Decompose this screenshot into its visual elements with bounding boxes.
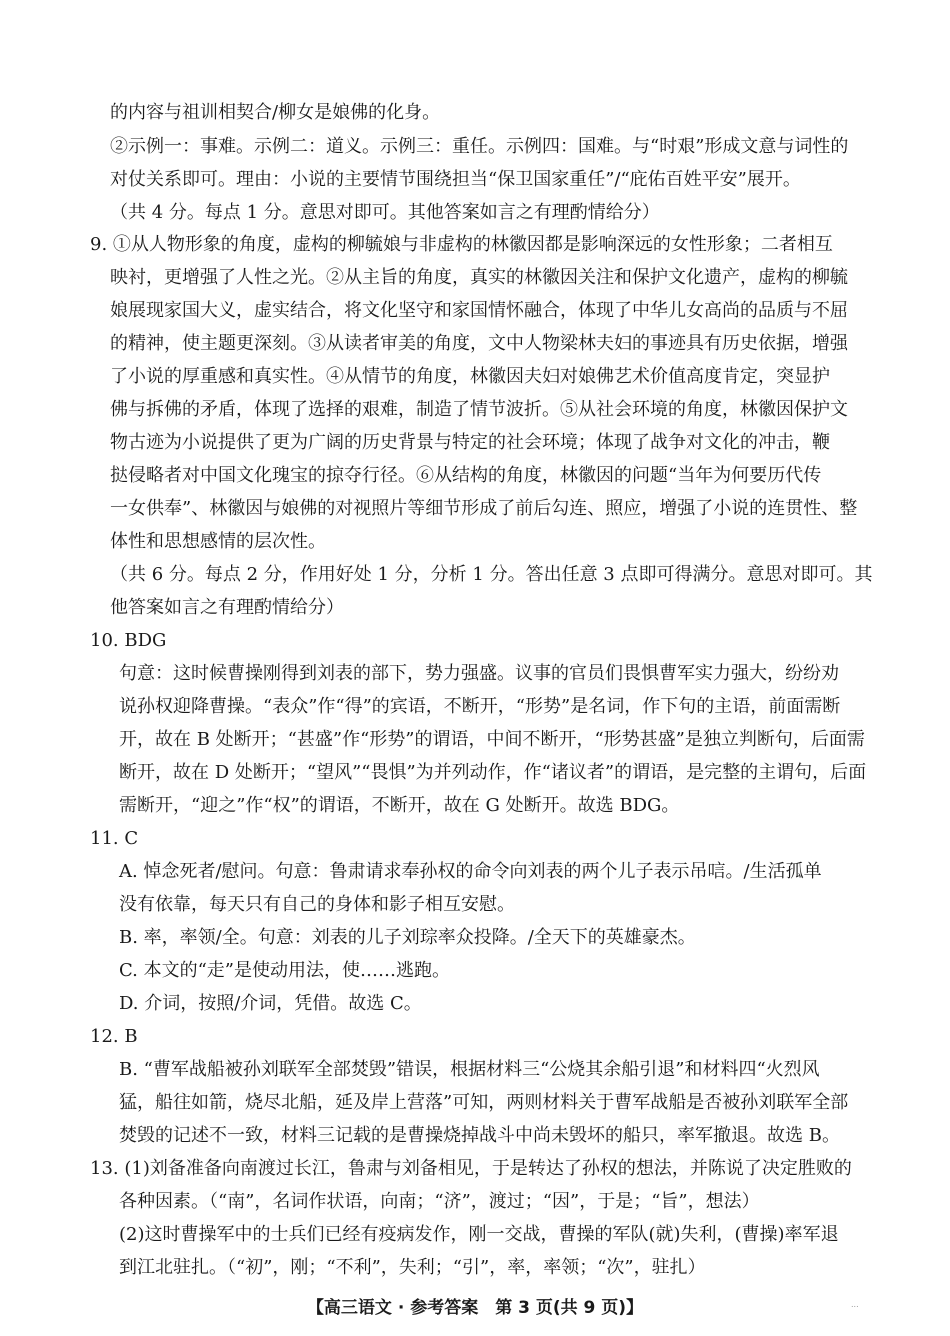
answer-line: 对仗关系即可。理由：小说的主要情节围绕担当“保卫国家重任”/“庇佑百姓平安”展开。 [110,169,801,190]
question-9-line: 一女供奉”、林徽因与娘佛的对视照片等细节形成了前后勾连、照应，增强了小说的连贯性、整 [110,498,858,519]
question-13-line: 到江北驻扎。（“初”，刚；“不利”，失利；“引”，率，率领；“次”，驻扎） [119,1257,706,1278]
answer-line: ②示例一：事难。示例二：道义。示例三：重任。示例四：国难。与“时艰”形成文意与词性的 [110,136,849,157]
question-13-line: (2)这时曹操军中的士兵们已经有疫病发作，刚一交战，曹操的军队(就)失利，(曹操)率军退 [119,1224,839,1245]
question-9-line: 9. ①从人物形象的角度，虚构的柳毓娘与非虚构的林徽因都是影响深远的女性形象；二者相互 [90,234,833,255]
question-9-line: 映衬，更增强了人性之光。②从主旨的角度，真实的林徽因关注和保护文化遗产，虚构的柳毓 [110,267,848,288]
question-12-line: 猛，船往如箭，烧尽北船，延及岸上营落”可知，两则材料关于曹军战船是否被孙刘联军全部 [119,1092,849,1113]
page-footer: 【高三语文 · 参考答案 第 3 页(共 9 页)】 [306,1298,644,1318]
score-note: （共 4 分。每点 1 分。意思对即可。其他答案如言之有理酌情给分） [110,202,660,223]
question-9-line: 娘展现家国大义，虚实结合，将文化坚守和家国情怀融合，体现了中华儿女高尚的品质与不屈 [110,300,848,321]
question-10-line: 句意：这时候曹操刚得到刘表的部下，势力强盛。议事的官员们畏惧曹军实力强大，纷纷劝 [119,663,839,684]
question-10-line: 说孙权迎降曹操。“表众”作“得”的宾语，不断开，“形势”是名词，作下句的主语，前面需断 [119,696,841,717]
question-12-line: B. “曹军战船被孙刘联军全部焚毁”错误，根据材料三“公烧其余船引退”和材料四“火烈风 [119,1059,820,1080]
score-note: 他答案如言之有理酌情给分） [110,597,344,618]
corner-mark: ... [851,1300,859,1309]
question-9-line: 了小说的厚重感和真实性。④从情节的角度，林徽因夫妇对娘佛艺术价值高度肯定，突显护 [110,366,830,387]
question-11-line: B. 率，率领/全。句意：刘表的儿子刘琮率众投降。/全天下的英雄豪杰。 [119,927,696,948]
score-note: （共 6 分。每点 2 分，作用好处 1 分，分析 1 分。答出任意 3 点即可得满分。意思对即可。其 [110,564,873,585]
question-11-answer: 11. C [90,828,139,849]
question-10-line: 断开，故在 D 处断开；“望风”“畏惧”为并列动作，作“诸议者”的谓语，是完整的主谓句，后面 [119,762,867,783]
question-13-line: 13. (1)刘备准备向南渡过长江，鲁肃与刘备相见，于是转达了孙权的想法，并陈说了决定胜败的 [90,1158,852,1179]
question-10-line: 开，故在 B 处断开；“甚盛”作“形势”的谓语，中间不断开，“形势甚盛”是独立判断句，后面需 [119,729,865,750]
question-11-line: 没有依靠，每天只有自己的身体和影子相互安慰。 [119,894,515,915]
question-9-line: 的精神，使主题更深刻。③从读者审美的角度，文中人物梁林夫妇的事迹具有历史依据，增强 [110,333,848,354]
question-9-line: 佛与拆佛的矛盾，体现了选择的艰难，制造了情节波折。⑤从社会环境的角度，林徽因保护文 [110,399,848,420]
question-11-line: C. 本文的“走”是使动用法，使……逃跑。 [119,960,450,981]
question-9-line: 体性和思想感情的层次性。 [110,531,326,552]
question-9-line: 物古迹为小说提供了更为广阔的历史背景与特定的社会环境；体现了战争对文化的冲击，鞭 [110,432,830,453]
answer-line: 的内容与祖训相契合/柳女是娘佛的化身。 [110,102,441,123]
question-11-line: A. 悼念死者/慰问。句意：鲁肃请求奉孙权的命令向刘表的两个儿子表示吊唁。/生活孤单 [119,861,822,882]
question-9-line: 挞侵略者对中国文化瑰宝的掠夺行径。⑥从结构的角度，林徽因的问题“当年为何要历代传 [110,465,822,486]
question-10-answer: 10. BDG [90,630,167,651]
question-10-line: 需断开，“迎之”作“权”的谓语，不断开，故在 G 处断开。故选 BDG。 [119,795,680,816]
question-13-line: 各种因素。（“南”，名词作状语，向南；“济”，渡过；“因”，于是；“旨”，想法） [119,1191,760,1212]
question-12-answer: 12. B [90,1026,138,1047]
question-12-line: 焚毁的记述不一致，材料三记载的是曹操烧掉战斗中尚未毁坏的船只，率军撤退。故选 B。 [119,1125,840,1146]
question-11-line: D. 介词，按照/介词，凭借。故选 C。 [119,993,422,1014]
